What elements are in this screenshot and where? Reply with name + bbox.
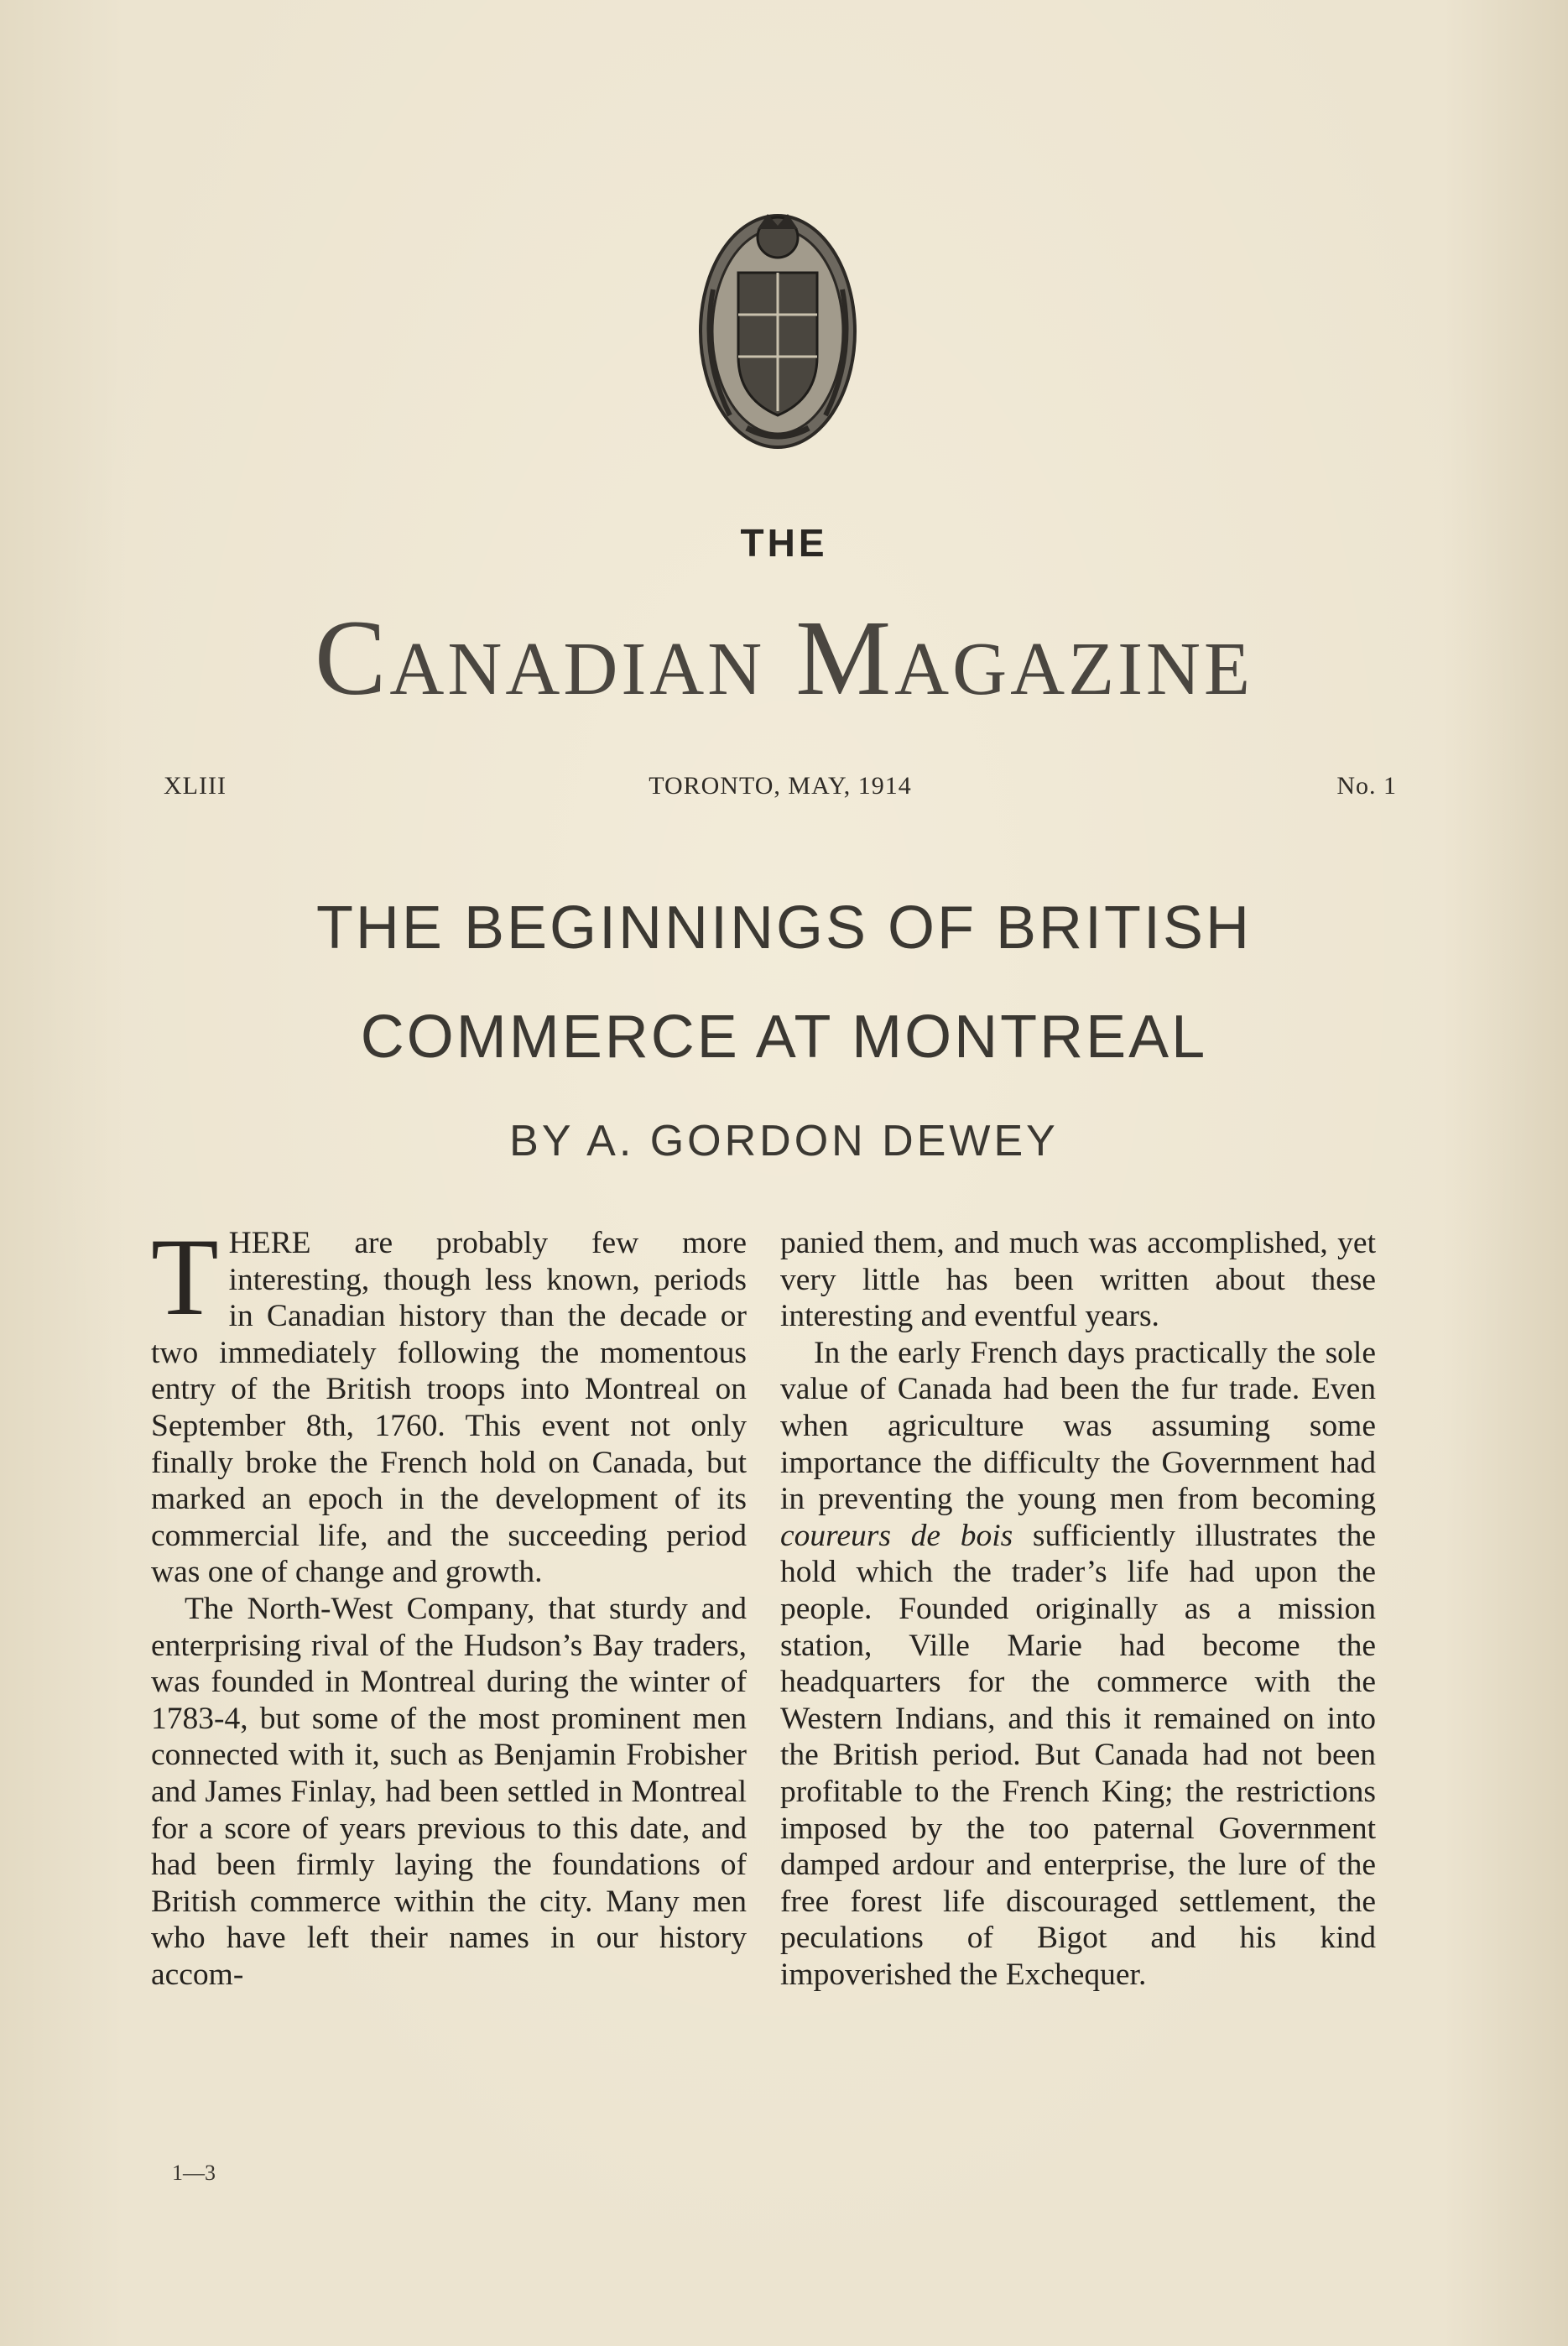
- paragraph: The North-West Company, that sturdy and enterprising rival of the Hudson’s Bay traders, was founded in Montreal during the winter of 1783-4, but some of the most prominent men connected with it, such as Benjamin Frobisher and James Finlay, had been settled in Montreal for a score of years previous to this date, and had been firmly laying the foundations of British commerce within the city. Many men who have left their names in our history accom-: [151, 1591, 747, 1992]
- article-title-line-2: COMMERCE AT MONTREAL: [360, 1004, 1208, 1071]
- right-column: [780, 1225, 1376, 1993]
- issue-line: [164, 772, 1397, 805]
- italic-phrase: coureurs de bois: [780, 1518, 1013, 1553]
- magazine-title: Canadian Magazine: [314, 598, 1254, 717]
- coat-of-arms-crest-icon: [688, 189, 868, 457]
- left-column: [151, 1215, 747, 1993]
- issue-number: No. 1: [1336, 772, 1397, 800]
- issue-place-date: TORONTO, MAY, 1914: [649, 772, 912, 800]
- printer-signature-mark: 1—3: [172, 2161, 216, 2185]
- paragraph: [151, 1215, 747, 1591]
- paragraph-text: In the early French days practically the sole value of Canada had been the fur trade. Even when agriculture was assuming some importance the difficulty the Government had in preventing the young men from becoming: [780, 1335, 1376, 1517]
- paragraph: [780, 1335, 1376, 1994]
- article-byline: BY A. GORDON DEWEY: [509, 1117, 1059, 1165]
- drop-cap: T: [151, 1215, 219, 1338]
- article-title-line-1: THE BEGINNINGS OF BRITISH: [315, 894, 1253, 962]
- volume-number: XLIII: [164, 772, 227, 800]
- paragraph-text: HERE are probably few more interesting, though less known, periods in Canadian history than the decade or two immediately following the momentous entry of the British troops into Montreal on September 8th, 1760. This event not only finally broke the French hold on Canada, but marked an epoch in the development of its commercial life, and the succeeding period was one of change and growth.: [151, 1226, 747, 1590]
- masthead-the: THE: [740, 521, 828, 565]
- paragraph: panied them, and much was accomplished, yet very little has been written about these interesting and eventful years.: [780, 1226, 1376, 1334]
- paragraph-text: sufficiently illustrates the hold which the trader’s life had upon the people. Founded originally as a mission station, Ville Marie had become the headquarters for the commerce with the Western Indians, and this it remained on into the British period. But Canada had not been profitable to the French King; the restrictions imposed by the too paternal Government damped ardour and enterprise, the lure of the free forest life discouraged settlement, the peculations of Bigot and his kind impoverished the Exchequer.: [780, 1518, 1376, 1992]
